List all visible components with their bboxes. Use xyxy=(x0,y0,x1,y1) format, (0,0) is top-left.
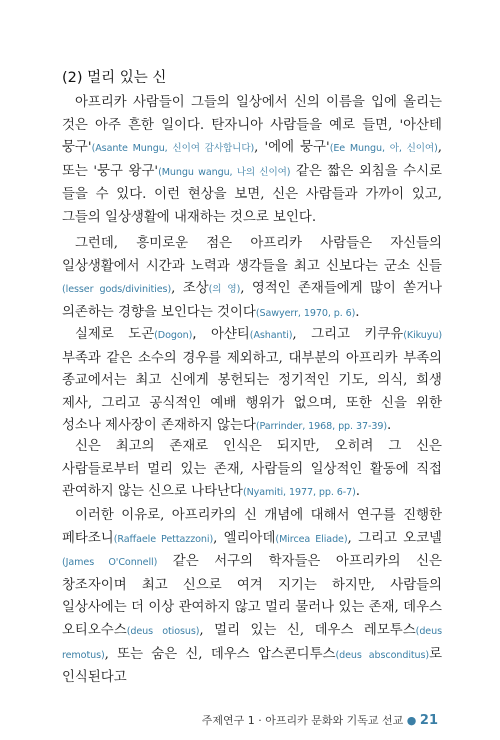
paragraph-5-text: , 멀리 있는 신, 데우스 레모투스 xyxy=(199,622,416,638)
annotation: (Mungu wangu, 나의 신이여) xyxy=(158,166,291,178)
paragraph-3 xyxy=(62,324,442,439)
page-number: 21 xyxy=(419,713,438,728)
annotation: (Mircea Eliade) xyxy=(275,533,348,545)
paragraph-5-text: 이러한 이유로, 아프리카의 신 개념에 대해서 연구를 진행한 페타조니 xyxy=(62,508,442,546)
annotation: (Asante Mungu, 신이여 감사합니다) xyxy=(91,143,255,155)
section-heading: (2) 멀리 있는 신 xyxy=(62,70,167,86)
annotation: (James O'Connell) xyxy=(62,557,158,569)
paragraph-3-text: 부족과 같은 소수의 경우를 제외하고, 대부분의 아프리카 부족의 종교에서는 최고 신에게 봉헌되는 정기적인 기도, 의식, 희생 제사, 그리고 공식적인 예배 행위가 없으며, 또한 신을 위한 성소나 제사장이 존재하지 않는다 xyxy=(62,350,442,434)
annotation: (Kikuyu) xyxy=(403,330,442,341)
annotation: (Ashanti) xyxy=(249,330,293,341)
annotation: (lesser gods/divinities) xyxy=(62,284,172,296)
paragraph-5-text: 로 인식된다고 xyxy=(62,646,443,686)
paragraph-5-text: 같은 서구의 학자들은 아프리카의 신은 창조자이며 최고 신으로 여겨 지기는 하지만, 사람들의 일상사에는 더 이상 관여하지 않고 멀리 물러나 있는 존재, 데우스 오티오수스 xyxy=(62,554,442,638)
annotation: (deus remotus) xyxy=(62,625,442,661)
citation: (Sawyerr, 1970, p. 6) xyxy=(255,307,356,319)
paragraph-4-text: 신은 최고의 존재로 인식은 되지만, 오히려 그 신은 사람들로부터 멀리 있는 존재, 사람들의 일상적인 활동에 직접 관여하지 않는 신으로 나타난다 xyxy=(62,439,442,500)
paragraph-4-text: . xyxy=(355,484,361,500)
paragraph-2-text: . xyxy=(355,304,360,320)
annotation: (deus otiosus) xyxy=(126,625,200,637)
annotation: (deus absconditus) xyxy=(335,649,430,661)
paragraph-3-text: 실제로 도곤 xyxy=(75,327,155,342)
annotation: (Raffaele Pettazzoni) xyxy=(113,533,214,545)
paragraph-5-text: , 또는 숨은 신, 데우스 압스콘디투스 xyxy=(104,646,336,662)
paragraph-3-text: , 아샨티 xyxy=(192,327,250,342)
annotation: (Ee Mungu, 아, 신이여) xyxy=(329,143,438,155)
paragraph-1-text: 아프리카 사람들이 그들의 일상에서 신의 이름을 입에 올리는 것은 아주 흔한 일이다. 탄자니아 사람들을 예로 들면, '아산테 뭉구' xyxy=(62,95,442,156)
paragraph-1-text: , 또는 '뭉구 왕구' xyxy=(62,140,443,179)
paragraph-2-text: 그런데, 흥미로운 점은 아프리카 사람들은 자신들의 일상생활에서 시간과 노력과 생각들을 최고 신보다는 군소 신들 xyxy=(62,236,442,274)
paragraph-4 xyxy=(62,436,442,505)
citation: (Nyamiti, 1977, pp. 6-7) xyxy=(242,487,356,499)
paragraph-3-text: . xyxy=(386,418,392,434)
paragraph-1-text: 같은 짧은 외침을 수시로 들을 수 있다. 이런 현상을 보면, 신은 사람들과 가까이 있고, 그들의 일상생활에 내재하는 것으로 보인다. xyxy=(62,163,442,225)
page-footer xyxy=(202,712,438,728)
annotation: (의 영) xyxy=(208,284,241,296)
paragraph-2 xyxy=(62,233,442,325)
paragraph-1 xyxy=(62,92,442,230)
paragraph-1-text: , '에에 뭉구' xyxy=(254,140,330,156)
paragraph-2-text: , 영적인 존재들에게 많이 쏟거나 의존하는 경향을 보인다는 것이다 xyxy=(62,281,442,320)
running-title: 주제연구 1 · 아프리카 문화와 기독교 선교 xyxy=(201,714,404,727)
paragraph-5 xyxy=(62,505,442,690)
paragraph-5-text: , 그리고 오코넬 xyxy=(347,530,442,546)
paragraph-5-text: , 엘리아데 xyxy=(213,530,276,546)
annotation: (Dogon) xyxy=(154,330,193,341)
bullet-icon: ● xyxy=(406,714,417,727)
paragraph-2-text: , 조상 xyxy=(171,281,209,297)
paragraph-3-text: , 그리고 키쿠유 xyxy=(292,327,404,342)
citation: (Parrinder, 1968, pp. 37-39) xyxy=(255,421,387,433)
